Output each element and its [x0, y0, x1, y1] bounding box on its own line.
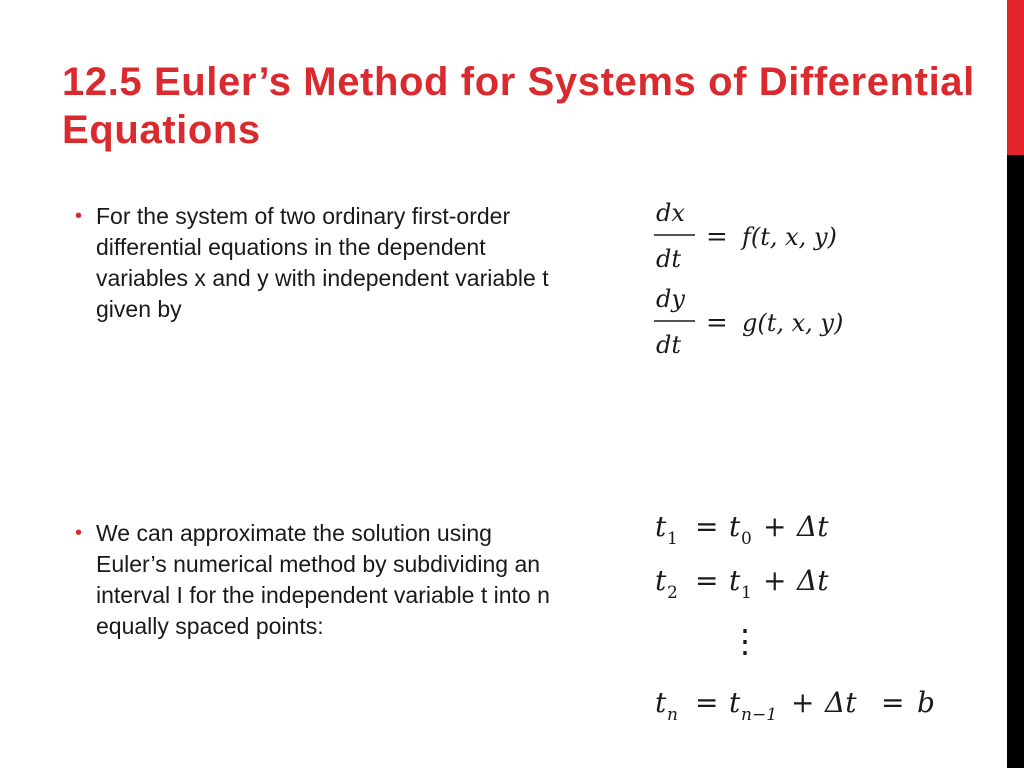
subscript: 1	[741, 583, 752, 603]
equation-system	[640, 195, 900, 365]
variable-t: t	[729, 564, 741, 597]
interval-end-b: b	[917, 686, 935, 719]
vertical-ellipsis: ⋮	[729, 622, 761, 660]
subscript: n−1	[741, 705, 778, 725]
bullet-item-approximation	[75, 518, 555, 642]
equation-dy-dt	[654, 285, 843, 359]
variable-t: t	[729, 686, 741, 719]
subscript: 2	[667, 583, 678, 603]
equation-rhs: g(t, x, y)	[742, 309, 844, 337]
equals-sign: =	[706, 222, 728, 252]
fraction-denominator: dt	[656, 245, 682, 273]
fraction-numerator: dy	[656, 285, 685, 313]
equals-sign: =	[695, 564, 719, 597]
fraction-numerator: dx	[656, 199, 685, 227]
grid-equation-tn	[655, 686, 935, 725]
grid-equation-t1	[655, 510, 829, 549]
delta-t: Δt	[797, 510, 829, 543]
variable-t: t	[655, 564, 667, 597]
plus-sign: +	[763, 510, 787, 543]
variable-t: t	[655, 686, 667, 719]
subscript: 0	[741, 529, 752, 549]
bullet-text: For the system of two ordinary first-order differential equations in the dependent variables x and y with independent variable t given by	[96, 203, 549, 322]
delta-t: Δt	[797, 564, 829, 597]
bullet-text: We can approximate the solution using Euler’s numerical method by subdividing an interval I for the independent variable t into n equally spaced points:	[96, 520, 550, 639]
plus-sign: +	[763, 564, 787, 597]
delta-t: Δt	[825, 686, 857, 719]
subscript: 1	[667, 529, 678, 549]
bullet-marker: •	[75, 522, 83, 544]
fraction-denominator: dt	[656, 331, 682, 359]
bullet-item-system	[75, 201, 555, 325]
equals-sign: =	[695, 686, 719, 719]
plus-sign: +	[791, 686, 815, 719]
grid-equation-t2	[655, 564, 829, 603]
slide-title: 12.5 Euler’s Method for Systems of Differential Equations	[62, 60, 975, 152]
equals-sign: =	[695, 510, 719, 543]
equation-grid-points	[645, 500, 955, 730]
equation-dx-dt	[654, 199, 837, 273]
equation-rhs: f(t, x, y)	[742, 223, 837, 251]
accent-bar-red	[1007, 0, 1024, 155]
equals-sign: =	[881, 686, 905, 719]
bullet-marker: •	[75, 205, 83, 227]
variable-t: t	[729, 510, 741, 543]
subscript: n	[667, 705, 678, 725]
accent-bar-black	[1007, 155, 1024, 768]
equals-sign: =	[706, 308, 728, 338]
variable-t: t	[655, 510, 667, 543]
